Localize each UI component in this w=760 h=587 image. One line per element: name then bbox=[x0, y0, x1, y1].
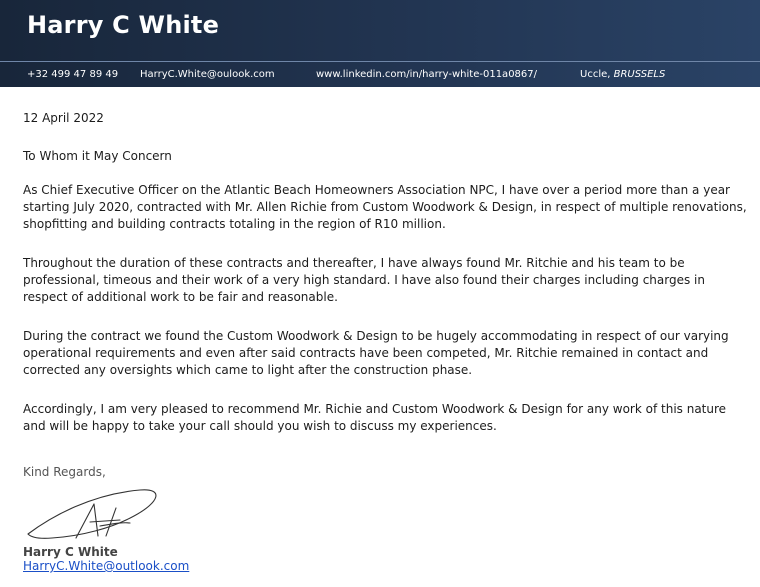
letter-closing: Kind Regards, bbox=[23, 465, 106, 479]
contact-location bbox=[580, 69, 665, 80]
contact-phone: +32 499 47 89 49 bbox=[27, 69, 119, 80]
handwritten-signature bbox=[22, 486, 172, 546]
letter-paragraph-1: As Chief Executive Officer on the Atlantic Beach Homeowners Association NPC, I have over a period more than a year starting July 2020, contracted with Mr. Allen Richie from Custom Woodwork & Design, in respect of multiple renovations, shopfitting and building contracts totaling in the region of R10 million. bbox=[23, 183, 747, 231]
location-town: Uccle, bbox=[580, 69, 611, 80]
letter-salutation: To Whom it May Concern bbox=[23, 149, 172, 163]
letter-paragraph-4: Accordingly, I am very pleased to recommend Mr. Richie and Custom Woodwork & Design for any work of this nature and will be happy to take your call should you wish to discuss my experiences. bbox=[23, 402, 727, 433]
signatory-name: Harry C White bbox=[23, 545, 118, 559]
letterhead-banner bbox=[0, 0, 760, 87]
contact-email: HarryC.White@oulook.com bbox=[140, 69, 275, 80]
sender-name-heading: Harry C White bbox=[27, 11, 220, 39]
header-divider bbox=[0, 61, 760, 62]
location-city: BRUSSELS bbox=[613, 69, 666, 80]
contact-linkedin: www.linkedin.com/in/harry-white-011a0867/ bbox=[316, 69, 538, 80]
letter-date: 12 April 2022 bbox=[23, 111, 104, 125]
letter-paragraph-3: During the contract we found the Custom Woodwork & Design to be hugely accommodating in respect of our varying operational requirements and even after said contracts have been competed, Mr. Ritchie remained in contact and corrected any oversights which came to light after the construction phase. bbox=[23, 329, 729, 377]
signatory-email-link[interactable]: HarryC.White@outlook.com bbox=[23, 559, 190, 573]
letter-paragraph-2: Throughout the duration of these contracts and thereafter, I have always found Mr. Ritchie and his team to be professional, timeous and their work of a very high standard. I have also found their charges including charges in respect of additional work to be fair and reasonable. bbox=[23, 256, 705, 304]
